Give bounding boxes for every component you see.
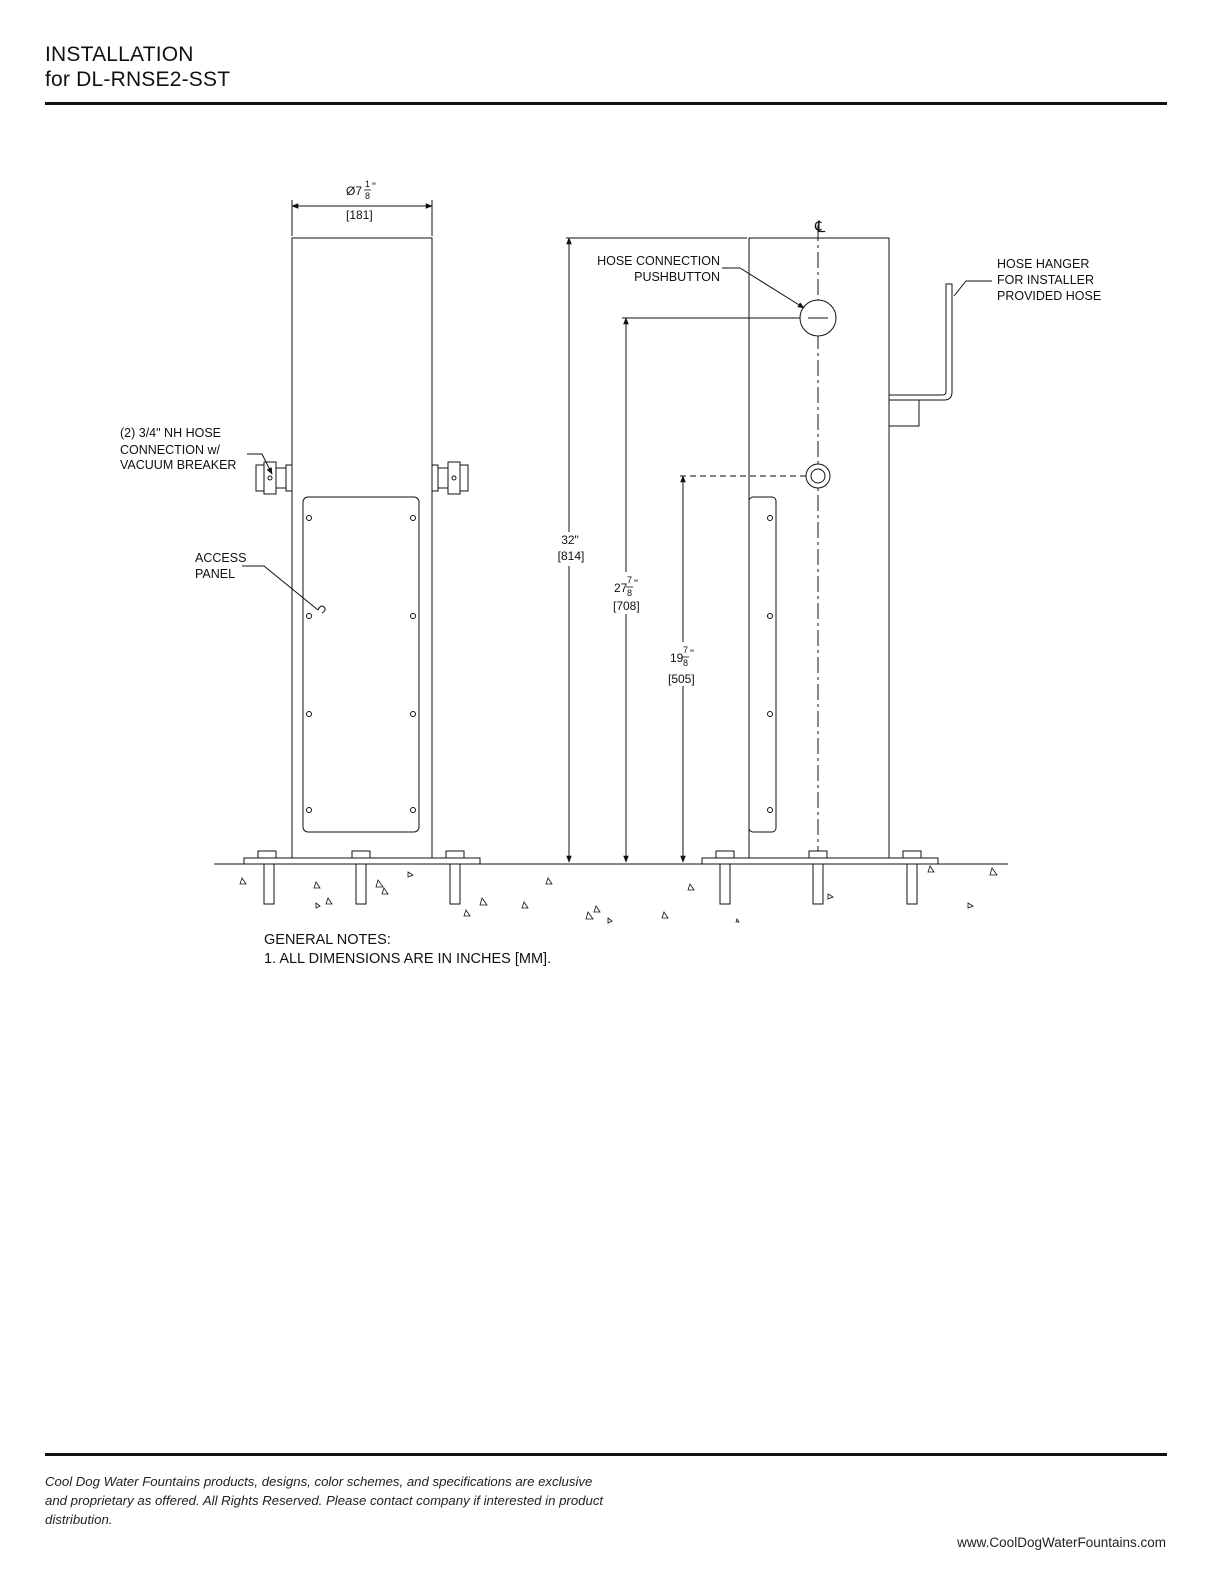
- svg-text:(2) 3/4" NH HOSE: (2) 3/4" NH HOSE: [120, 426, 221, 440]
- svg-text:VACUUM BREAKER: VACUUM BREAKER: [120, 458, 237, 472]
- svg-text:8: 8: [627, 588, 633, 598]
- svg-text:27: 27: [614, 581, 628, 595]
- ground: [214, 864, 1008, 923]
- svg-text:[505]: [505]: [668, 672, 695, 686]
- note-1: 1. ALL DIMENSIONS ARE IN INCHES [MM].: [264, 951, 552, 967]
- diameter-den: 8: [365, 191, 371, 201]
- footer-disclaimer: Cool Dog Water Fountains products, designs, color schemes, and specifications are exclusive and proprietary as offered. All Rights Reserved. Please contact company if interested in product distribution.: [45, 1474, 604, 1527]
- page-subtitle: for DL-RNSE2-SST: [45, 68, 231, 91]
- svg-text:PANEL: PANEL: [195, 567, 236, 581]
- svg-text:ACCESS: ACCESS: [195, 551, 247, 565]
- diameter-dimension: [346, 179, 376, 222]
- page-title: INSTALLATION: [45, 43, 194, 66]
- diameter-num: 1: [365, 179, 371, 189]
- footer-website-link[interactable]: www.CoolDogWaterFountains.com: [957, 1535, 1166, 1550]
- left-hose-connection: [256, 462, 292, 494]
- front-base-plate: [244, 858, 480, 864]
- gravel-marks: [240, 866, 997, 923]
- footer-rule: [45, 1453, 1167, 1456]
- hose-connection-label: [120, 426, 236, 472]
- centerline-symbol: ℄: [815, 219, 826, 236]
- svg-text:FOR INSTALLER: FOR INSTALLER: [997, 273, 1095, 287]
- svg-text:PUSHBUTTON: PUSHBUTTON: [634, 270, 720, 284]
- svg-text:HOSE HANGER: HOSE HANGER: [997, 257, 1090, 271]
- hose-height-dimension: [666, 642, 700, 686]
- diameter-mm: [181]: [346, 208, 373, 222]
- svg-text:[814]: [814]: [557, 549, 585, 563]
- svg-text:32": 32": [561, 533, 579, 547]
- svg-text:HOSE CONNECTION: HOSE CONNECTION: [597, 254, 720, 268]
- svg-text:PROVIDED HOSE: PROVIDED HOSE: [997, 289, 1102, 303]
- hose-hanger-label: [997, 257, 1101, 303]
- svg-text:": ": [634, 578, 638, 590]
- side-hose-connection: [806, 464, 830, 488]
- right-hose-connection: [432, 462, 468, 494]
- access-panel-label: [195, 551, 246, 581]
- side-view: [566, 225, 992, 904]
- total-height-dimension: [553, 532, 587, 566]
- svg-text:": ": [690, 648, 694, 660]
- svg-text:7: 7: [683, 645, 689, 655]
- notes-title: GENERAL NOTES:: [264, 932, 391, 948]
- front-view: [242, 200, 480, 904]
- general-notes: [264, 932, 551, 967]
- svg-text:CONNECTION w/: CONNECTION w/: [120, 443, 220, 457]
- side-base-plate: [702, 858, 938, 864]
- svg-text:19: 19: [670, 651, 684, 665]
- svg-text:[708]: [708]: [613, 599, 640, 613]
- hose-hanger: [889, 284, 952, 426]
- svg-text:7: 7: [627, 575, 633, 585]
- svg-text:8: 8: [683, 658, 689, 668]
- diameter-unit: ": [372, 181, 376, 193]
- front-post-body: [292, 238, 432, 858]
- pushbutton-label: [597, 254, 720, 284]
- diameter-prefix: Ø7: [346, 184, 363, 198]
- pushbutton-height-dimension: [610, 572, 644, 614]
